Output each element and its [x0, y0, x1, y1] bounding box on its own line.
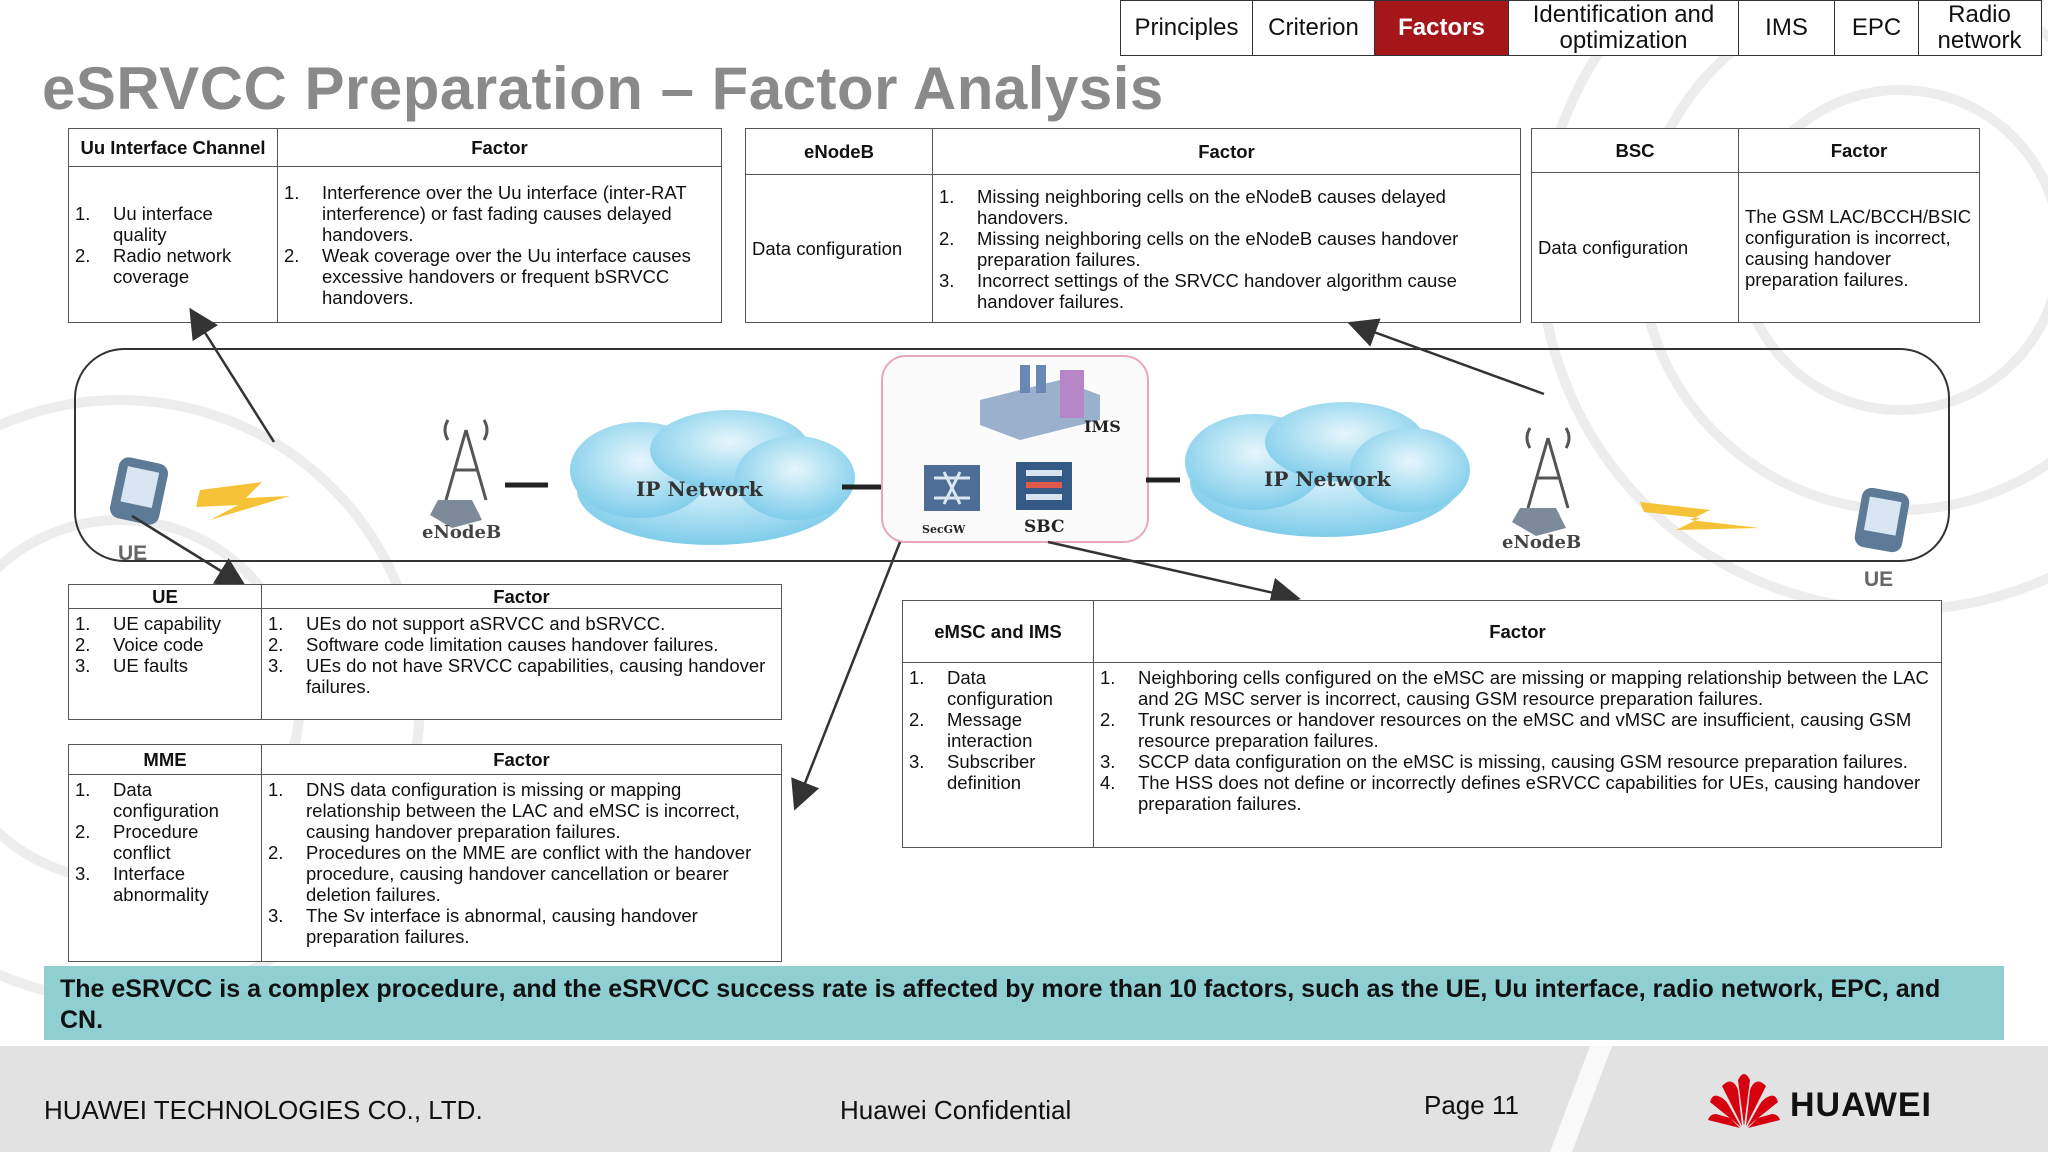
ue-left-item: UE faults [113, 655, 189, 676]
enodeb-right-tower-icon [1512, 428, 1569, 536]
enodeb-factor-item: Incorrect settings of the SRVCC handover algorithm cause handover failures. [977, 269, 1457, 312]
ue-factor-item: Software code limitation causes handover failures. [306, 634, 719, 655]
ue-right-phone-icon [1853, 486, 1911, 553]
enodeb-factor-item: Missing neighboring cells on the eNodeB causes handover preparation failures. [977, 227, 1459, 270]
emsc-factor-item: Neighboring cells configured on the eMSC are missing or mapping relationship between the LAC and 2G MSC server is incorrect, causing GSM resource preparation failures. [1138, 667, 1929, 709]
uu-left-cell: 1. Uu interface quality 2. Radio network coverage [69, 167, 278, 323]
arrow-to-ue-table [132, 516, 242, 584]
emsc-factor-item: The HSS does not define or incorrectly defines eSRVCC capabilities for UEs, causing handover preparation failures. [1138, 772, 1921, 814]
uu-factor-item: Weak coverage over the Uu interface causes excessive handovers or frequent bSRVCC handovers. [322, 244, 691, 308]
uu-factor-item: Interference over the Uu interface (inter-RAT interference) or fast fading causes delayed handovers. [322, 181, 687, 245]
emsc-head-factor: Factor [1094, 601, 1942, 663]
emsc-left-item: Subscriber definition [947, 751, 1036, 793]
bsc-head-factor: Factor [1739, 129, 1980, 173]
huawei-brand-text: HUAWEI [1790, 1086, 1932, 1124]
emsc-factor-item: SCCP data configuration on the eMSC is missing, causing GSM resource preparation failures. [1138, 751, 1908, 772]
enodeb-head-factor: Factor [933, 129, 1521, 175]
tab-epc[interactable]: EPC [1835, 1, 1919, 55]
ue-factor-item: UEs do not support aSRVCC and bSRVCC. [306, 613, 666, 634]
radio-link-left-icon [196, 482, 290, 520]
summary-banner: The eSRVCC is a complex procedure, and the eSRVCC success rate is affected by more than 10 factors, such as the UE, Uu interface, radio network, EPC, and CN. [44, 966, 2004, 1040]
ue-factor-item: UEs do not have SRVCC capabilities, causing handover failures. [306, 655, 766, 697]
mme-left-item: Interface abnormality [113, 863, 209, 905]
mme-left-item: Procedure conflict [113, 821, 199, 863]
secgw-device-icon [924, 465, 980, 511]
ue-left-phone-icon [108, 455, 170, 526]
secgw-label: SecGW [922, 523, 966, 536]
enodeb-right-cell: 1. Missing neighboring cells on the eNodeB causes delayed handovers. 2. Missing neighboring cells on the eNodeB causes handover preparation failures. 3. Incorrect settings of the SRVCC handover algorithm cause handover failures. [933, 175, 1521, 323]
ims-label: IMS [1084, 417, 1121, 436]
huawei-logo-icon [1708, 1072, 1780, 1130]
emsc-left-item: Message interaction [947, 709, 1033, 751]
arrow-to-enodeb-table [1352, 324, 1544, 394]
ip-network-left-label: IP Network [636, 477, 763, 501]
bsc-head: BSC [1532, 129, 1739, 173]
ue-left-item: UE capability [113, 613, 221, 634]
emsc-head: eMSC and IMS [903, 601, 1094, 663]
sbc-device-icon [1016, 462, 1072, 510]
uu-left-item: Uu interface quality [113, 202, 213, 245]
uu-left-item: Radio network coverage [113, 244, 232, 287]
core-network-box [882, 356, 1148, 542]
emsc-factor-item: Trunk resources or handover resources on the eMSC and vMSC are insufficient, causing GSM resource preparation failures. [1138, 709, 1912, 751]
ue-left-cell: 1. UE capability 2. Voice code 3. UE faults [69, 609, 262, 720]
mme-right-cell: 1. DNS data configuration is missing or mapping relationship between the LAC and eMSC is incorrect, causing handover preparation failures. 2. Procedures on the MME are conflict with the handover procedure, causing handover cancellation or bearer deletion failures. 3. The Sv interface is abnormal, causing handover preparation failures. [262, 775, 782, 962]
uu-right-cell: 1. Interference over the Uu interface (inter-RAT interference) or fast fading causes delayed handovers. 2. Weak coverage over the Uu interface causes excessive handovers or frequent bSRVCC handovers. [278, 167, 722, 323]
mme-head-factor: Factor [262, 745, 782, 775]
ue-right-cell: 1. UEs do not support aSRVCC and bSRVCC. 2. Software code limitation causes handover failures. 3. UEs do not have SRVCC capabilities, causing handover failures. [262, 609, 782, 720]
mme-left-cell: 1. Data configuration 2. Procedure conflict 3. Interface abnormality [69, 775, 262, 962]
enodeb-left-tower-icon [430, 420, 487, 528]
ue-right-label: UE [1864, 568, 1894, 591]
tab-principles[interactable]: Principles [1121, 1, 1253, 55]
tab-ims[interactable]: IMS [1739, 1, 1835, 55]
mme-left-item: Data configuration [113, 779, 219, 821]
sbc-label: SBC [1024, 517, 1065, 537]
enodeb-factor-item: Missing neighboring cells on the eNodeB causes delayed handovers. [977, 185, 1446, 228]
uu-head-channel: Uu Interface Channel [69, 129, 278, 167]
radio-link-right-icon [1640, 502, 1760, 530]
ue-table [68, 584, 782, 720]
ip-network-right-label: IP Network [1264, 467, 1391, 491]
enodeb-left-cell: Data configuration [746, 175, 933, 323]
mme-table [68, 744, 782, 962]
bsc-right-cell: The GSM LAC/BCCH/BSIC configuration is incorrect, causing handover preparation failures. [1739, 173, 1980, 323]
footer-confidential: Huawei Confidential [840, 1095, 1072, 1125]
enodeb-right-label: eNodeB [1502, 532, 1582, 553]
enodeb-head: eNodeB [746, 129, 933, 175]
footer-page-number: Page 11 [1424, 1090, 1519, 1120]
ue-head: UE [69, 585, 262, 609]
mme-factor-item: The Sv interface is abnormal, causing handover preparation failures. [306, 905, 698, 947]
footer-company: HUAWEI TECHNOLOGIES CO., LTD. [44, 1095, 483, 1125]
emsc-right-cell: 1. Neighboring cells configured on the eMSC are missing or mapping relationship between the LAC and 2G MSC server is incorrect, causing GSM resource preparation failures. 2. Trunk resources or handover resources on the eMSC and vMSC are insufficient, causing GSM resource preparation failures. 3. SCCP data configuration on the eMSC is missing, causing GSM resource preparation failures. 4. The HSS does not define or incorrectly defines eSRVCC capabilities for UEs, causing handover preparation failures. [1094, 663, 1942, 848]
tab-radio-network[interactable]: Radio network [1937, 1, 2022, 54]
tab-identification[interactable]: Identification and optimization [1509, 1, 1739, 55]
enodeb-left-label: eNodeB [422, 522, 502, 543]
emsc-ims-table [902, 600, 1942, 848]
ue-left-label: UE [118, 542, 148, 565]
mme-factor-item: Procedures on the MME are conflict with the handover procedure, causing handover cancellation or bearer deletion failures. [306, 842, 752, 905]
bsc-left-cell: Data configuration [1532, 173, 1739, 323]
arrow-to-mme-table [796, 542, 900, 806]
page-title: eSRVCC Preparation – Factor Analysis [42, 55, 1164, 122]
mme-factor-item: DNS data configuration is missing or mapping relationship between the LAC and eMSC is incorrect, causing handover preparation failures. [306, 779, 740, 842]
tab-criterion[interactable]: Criterion [1253, 1, 1375, 55]
ue-left-item: Voice code [113, 634, 204, 655]
arrow-to-emsc-table [1048, 542, 1296, 598]
emsc-left-cell: 1. Data configuration 2. Message interaction 3. Subscriber definition [903, 663, 1094, 848]
arrow-to-uu-table [192, 312, 274, 442]
mme-head: MME [69, 745, 262, 775]
emsc-left-item: Data configuration [947, 667, 1053, 709]
uu-head-factor: Factor [278, 129, 722, 167]
tab-factors[interactable]: Factors [1375, 1, 1509, 55]
ue-head-factor: Factor [262, 585, 782, 609]
